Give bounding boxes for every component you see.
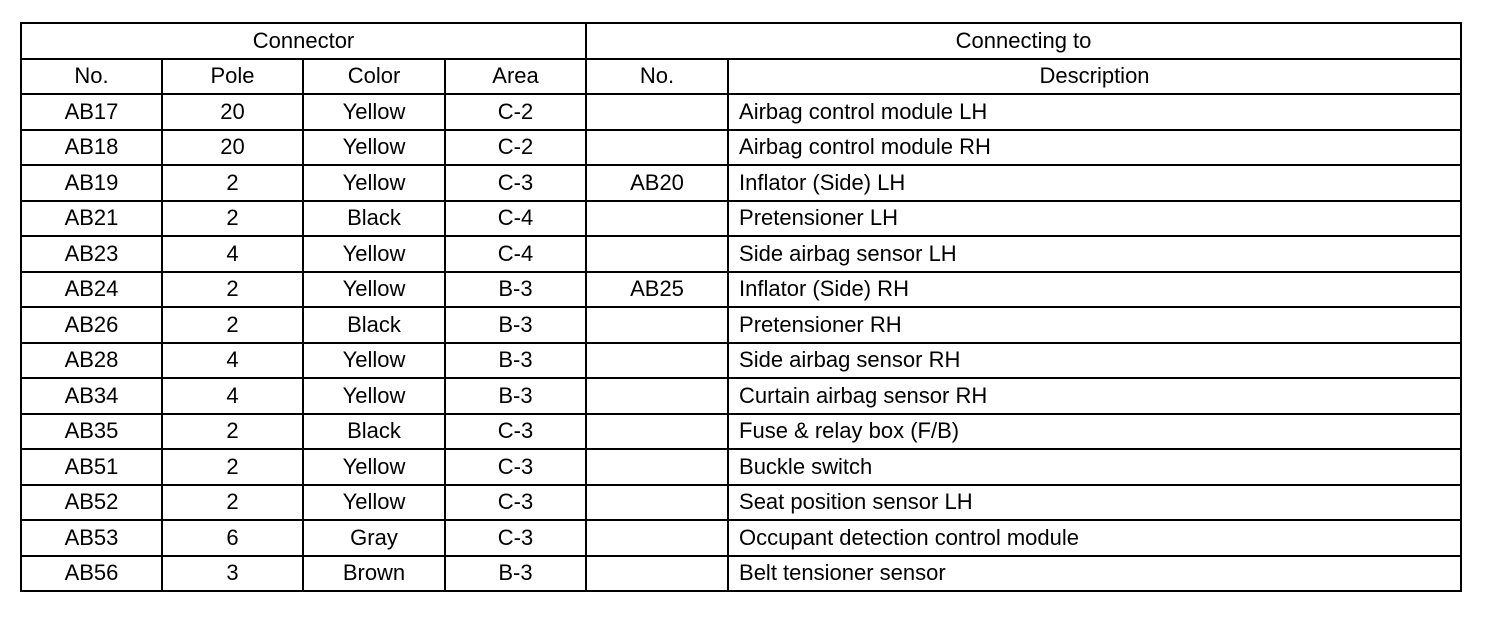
cell-color: Yellow [303, 485, 445, 521]
table-row [21, 130, 1461, 166]
cell-description: Airbag control module LH [728, 94, 1461, 130]
cell-no: AB26 [21, 307, 162, 343]
cell-color: Yellow [303, 236, 445, 272]
cell-pole: 3 [162, 556, 303, 592]
cell-color: Brown [303, 556, 445, 592]
cell-connecting-no [586, 130, 728, 166]
cell-connecting-no [586, 201, 728, 237]
cell-pole: 2 [162, 272, 303, 308]
cell-connecting-no: AB20 [586, 165, 728, 201]
cell-pole: 4 [162, 378, 303, 414]
table-row [21, 165, 1461, 201]
cell-connecting-no [586, 236, 728, 272]
group-header-connecting-to: Connecting to [586, 23, 1461, 59]
cell-description: Seat position sensor LH [728, 485, 1461, 521]
cell-no: AB18 [21, 130, 162, 166]
cell-color: Yellow [303, 130, 445, 166]
cell-no: AB53 [21, 520, 162, 556]
column-header-color: Color [303, 59, 445, 95]
cell-description: Side airbag sensor LH [728, 236, 1461, 272]
cell-description: Buckle switch [728, 449, 1461, 485]
table-row [21, 414, 1461, 450]
cell-no: AB28 [21, 343, 162, 379]
cell-description: Pretensioner RH [728, 307, 1461, 343]
cell-no: AB24 [21, 272, 162, 308]
cell-color: Yellow [303, 449, 445, 485]
cell-description: Occupant detection control module [728, 520, 1461, 556]
table-row [21, 485, 1461, 521]
column-header-pole: Pole [162, 59, 303, 95]
cell-connecting-no [586, 556, 728, 592]
cell-area: B-3 [445, 343, 586, 379]
cell-pole: 6 [162, 520, 303, 556]
cell-pole: 2 [162, 165, 303, 201]
cell-area: C-3 [445, 165, 586, 201]
cell-description: Curtain airbag sensor RH [728, 378, 1461, 414]
cell-color: Black [303, 414, 445, 450]
table-row [21, 201, 1461, 237]
cell-pole: 2 [162, 307, 303, 343]
cell-area: C-4 [445, 201, 586, 237]
cell-connecting-no [586, 94, 728, 130]
table-body [21, 94, 1461, 591]
cell-connecting-no [586, 378, 728, 414]
cell-no: AB19 [21, 165, 162, 201]
cell-area: C-4 [445, 236, 586, 272]
table-row [21, 94, 1461, 130]
cell-pole: 2 [162, 449, 303, 485]
cell-no: AB52 [21, 485, 162, 521]
cell-color: Yellow [303, 94, 445, 130]
cell-connecting-no [586, 307, 728, 343]
table-row [21, 520, 1461, 556]
cell-description: Pretensioner LH [728, 201, 1461, 237]
column-header-row [21, 59, 1461, 95]
cell-description: Inflator (Side) RH [728, 272, 1461, 308]
cell-pole: 20 [162, 130, 303, 166]
cell-connecting-no [586, 485, 728, 521]
cell-connecting-no [586, 414, 728, 450]
cell-pole: 4 [162, 343, 303, 379]
table-row [21, 556, 1461, 592]
cell-description: Airbag control module RH [728, 130, 1461, 166]
table-row [21, 449, 1461, 485]
cell-description: Side airbag sensor RH [728, 343, 1461, 379]
cell-area: C-2 [445, 130, 586, 166]
cell-color: Yellow [303, 343, 445, 379]
cell-connecting-no: AB25 [586, 272, 728, 308]
cell-no: AB51 [21, 449, 162, 485]
cell-pole: 20 [162, 94, 303, 130]
cell-area: C-2 [445, 94, 586, 130]
cell-area: C-3 [445, 520, 586, 556]
cell-area: B-3 [445, 307, 586, 343]
column-header-connecting-no: No. [586, 59, 728, 95]
cell-no: AB23 [21, 236, 162, 272]
table-row [21, 343, 1461, 379]
connector-table [20, 22, 1462, 592]
table-row [21, 378, 1461, 414]
cell-area: C-3 [445, 485, 586, 521]
cell-color: Black [303, 307, 445, 343]
cell-color: Yellow [303, 378, 445, 414]
cell-color: Yellow [303, 165, 445, 201]
cell-area: B-3 [445, 272, 586, 308]
table-row [21, 236, 1461, 272]
table-row [21, 272, 1461, 308]
cell-pole: 4 [162, 236, 303, 272]
cell-description: Inflator (Side) LH [728, 165, 1461, 201]
cell-pole: 2 [162, 414, 303, 450]
column-header-description: Description [728, 59, 1461, 95]
cell-color: Yellow [303, 272, 445, 308]
cell-description: Belt tensioner sensor [728, 556, 1461, 592]
cell-no: AB17 [21, 94, 162, 130]
cell-connecting-no [586, 343, 728, 379]
cell-no: AB34 [21, 378, 162, 414]
column-header-no: No. [21, 59, 162, 95]
column-header-area: Area [445, 59, 586, 95]
cell-color: Black [303, 201, 445, 237]
table-row [21, 307, 1461, 343]
cell-color: Gray [303, 520, 445, 556]
group-header-connector: Connector [21, 23, 586, 59]
cell-no: AB35 [21, 414, 162, 450]
cell-no: AB56 [21, 556, 162, 592]
cell-description: Fuse & relay box (F/B) [728, 414, 1461, 450]
cell-area: C-3 [445, 414, 586, 450]
cell-connecting-no [586, 449, 728, 485]
cell-area: C-3 [445, 449, 586, 485]
cell-no: AB21 [21, 201, 162, 237]
cell-connecting-no [586, 520, 728, 556]
group-header-row [21, 23, 1461, 59]
cell-area: B-3 [445, 378, 586, 414]
cell-pole: 2 [162, 485, 303, 521]
cell-pole: 2 [162, 201, 303, 237]
cell-area: B-3 [445, 556, 586, 592]
